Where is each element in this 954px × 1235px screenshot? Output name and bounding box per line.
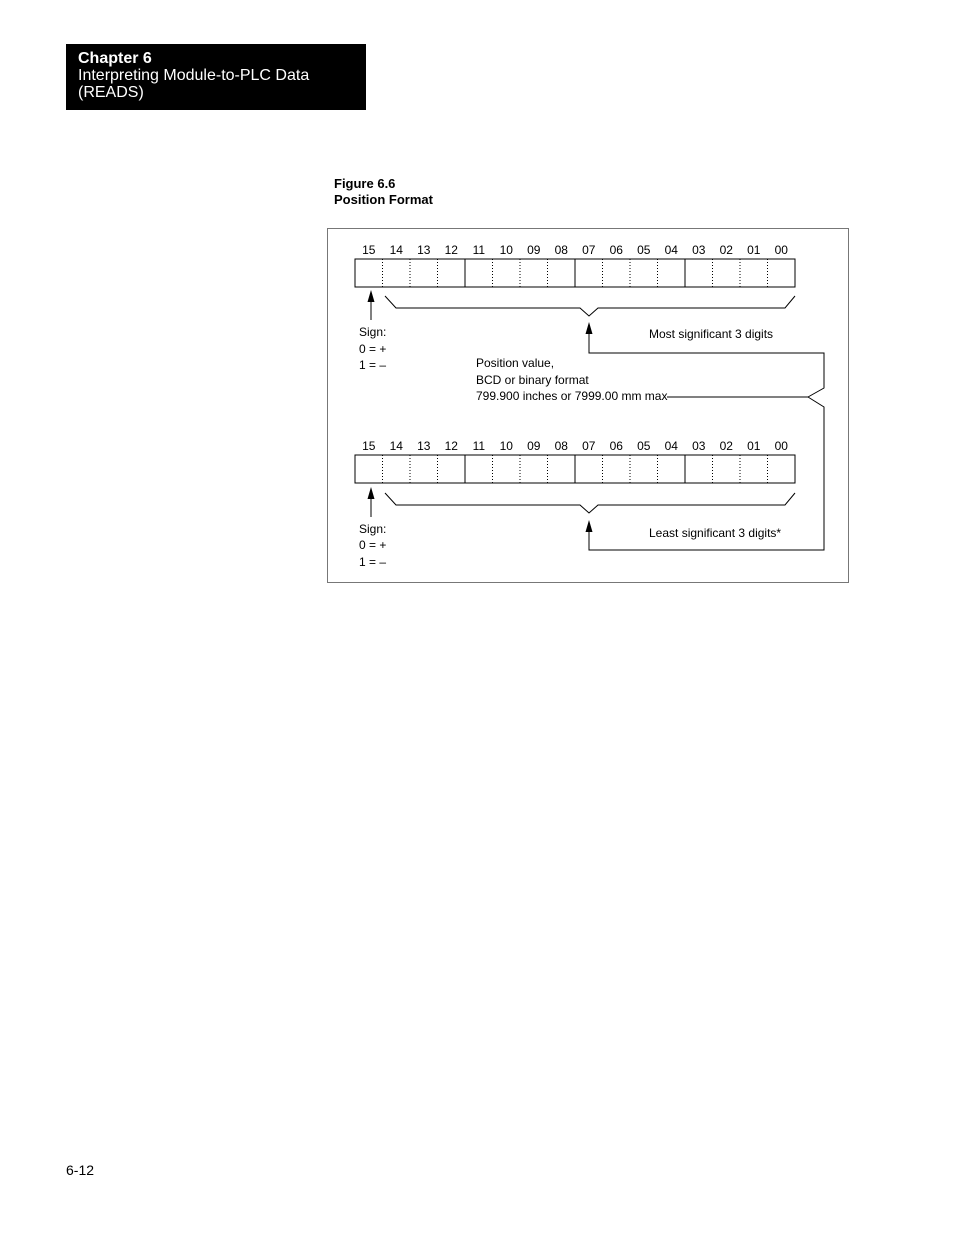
- lower-ls-arrow-head: [586, 520, 593, 532]
- lower-bit-label-12: 12: [444, 439, 458, 453]
- lower-sign-arrow-head: [368, 487, 375, 499]
- upper-bit-dividers: [383, 259, 768, 287]
- lower-bit-label-00: 00: [774, 439, 788, 453]
- upper-bit-label-02: 02: [719, 243, 733, 257]
- upper-word: [355, 243, 824, 397]
- upper-bit-label-09: 09: [527, 243, 541, 257]
- lower-sign-minus: 1 = –: [359, 555, 387, 569]
- figure-title: Position Format: [334, 192, 433, 207]
- upper-sign-minus: 1 = –: [359, 358, 387, 372]
- lower-bit-label-13: 13: [417, 439, 431, 453]
- upper-bit-label-15: 15: [362, 243, 376, 257]
- position-value-block: [476, 356, 824, 550]
- lower-bit-labels: [362, 439, 788, 453]
- upper-bit-labels: [362, 243, 788, 257]
- figure-number: Figure 6.6: [334, 176, 396, 191]
- upper-bit-label-07: 07: [582, 243, 596, 257]
- lower-bit-label-08: 08: [554, 439, 568, 453]
- lower-bit-label-10: 10: [499, 439, 513, 453]
- upper-bit-label-05: 05: [637, 243, 651, 257]
- chapter-header: [66, 44, 366, 110]
- upper-bit-label-06: 06: [609, 243, 623, 257]
- upper-sign-arrow-head: [368, 290, 375, 302]
- position-value-line3: 799.900 inches or 7999.00 mm max: [476, 389, 668, 403]
- upper-sign-label: Sign:: [359, 325, 387, 339]
- lower-sign-label: Sign:: [359, 522, 387, 536]
- upper-bit-label-01: 01: [747, 243, 761, 257]
- upper-brace: [385, 296, 795, 316]
- chapter-number: Chapter 6: [78, 50, 152, 67]
- upper-bit-label-03: 03: [692, 243, 706, 257]
- lower-bit-label-04: 04: [664, 439, 678, 453]
- upper-sign-plus: 0 = +: [359, 342, 387, 356]
- lower-bit-label-05: 05: [637, 439, 651, 453]
- upper-bit-label-14: 14: [389, 243, 403, 257]
- lower-bit-label-15: 15: [362, 439, 376, 453]
- lower-sign-plus: 0 = +: [359, 538, 387, 552]
- upper-bit-label-00: 00: [774, 243, 788, 257]
- upper-bit-label-11: 11: [472, 243, 486, 257]
- lower-bit-label-02: 02: [719, 439, 733, 453]
- upper-bit-label-10: 10: [499, 243, 513, 257]
- upper-bit-label-13: 13: [417, 243, 431, 257]
- upper-bit-label-04: 04: [664, 243, 678, 257]
- lower-bit-dividers: [383, 455, 768, 483]
- page-number: 6-12: [66, 1162, 95, 1178]
- upper-bit-label-12: 12: [444, 243, 458, 257]
- lower-bit-label-09: 09: [527, 439, 541, 453]
- upper-bit-label-08: 08: [554, 243, 568, 257]
- position-value-line1: Position value,: [476, 356, 555, 370]
- lower-bit-label-11: 11: [472, 439, 486, 453]
- lower-bit-label-14: 14: [389, 439, 403, 453]
- most-significant-label: Most significant 3 digits: [649, 327, 774, 341]
- position-value-line2: BCD or binary format: [476, 373, 589, 387]
- lower-brace: [385, 493, 795, 513]
- least-significant-label: Least significant 3 digits*: [649, 526, 782, 540]
- figure-caption: [334, 176, 433, 208]
- chapter-title-line1: Interpreting Module-to-PLC Data: [78, 67, 310, 84]
- position-format-diagram: [327, 228, 849, 583]
- lower-bit-label-03: 03: [692, 439, 706, 453]
- lower-bit-label-01: 01: [747, 439, 761, 453]
- chapter-title-line2: (READS): [78, 84, 144, 101]
- lower-bit-label-07: 07: [582, 439, 596, 453]
- lower-bit-label-06: 06: [609, 439, 623, 453]
